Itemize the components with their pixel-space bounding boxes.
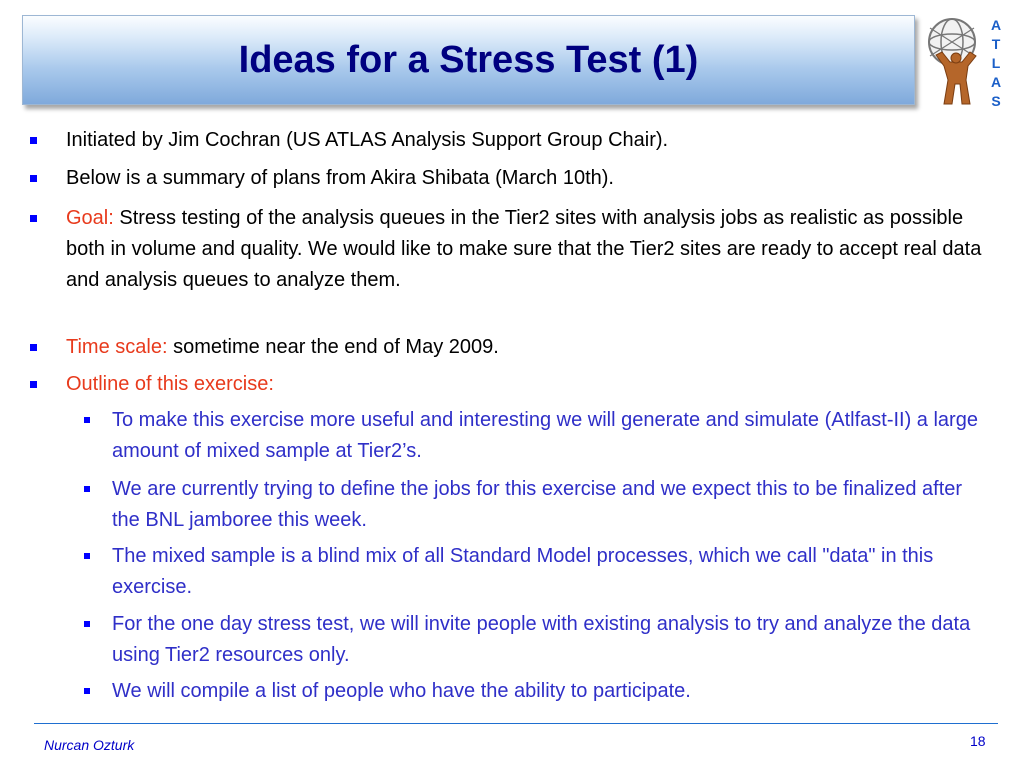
logo-letter-a2: A bbox=[990, 74, 1002, 90]
slide-title: Ideas for a Stress Test (1) bbox=[238, 38, 699, 81]
sub-bullet-square-icon bbox=[84, 417, 90, 423]
logo-letter-l: L bbox=[991, 55, 1001, 71]
sub-bullet-text: The mixed sample is a blind mix of all Standard Model processes, which we call "data" in this exercise. bbox=[112, 545, 934, 598]
bullet-summary bbox=[66, 163, 996, 194]
page-number: 18 bbox=[970, 733, 986, 749]
bullet-square-icon bbox=[30, 137, 37, 144]
sub-bullet bbox=[112, 541, 992, 603]
bullet-outline bbox=[66, 369, 996, 400]
title-banner bbox=[22, 15, 915, 105]
sub-bullet bbox=[112, 405, 992, 467]
atlas-figure-icon bbox=[929, 19, 976, 104]
goal-text: Stress testing of the analysis queues in the Tier2 sites with analysis jobs as realistic as possible both in volume and quality. We would like to make sure that the Tier2 sites are ready to accept real data and analysis queues to analyze them. bbox=[66, 207, 982, 291]
time-scale-text: sometime near the end of May 2009. bbox=[167, 336, 499, 358]
sub-bullet-square-icon bbox=[84, 688, 90, 694]
footer-divider bbox=[34, 723, 998, 724]
outline-label: Outline of this exercise: bbox=[66, 373, 274, 395]
sub-bullet-square-icon bbox=[84, 621, 90, 627]
sub-bullet bbox=[112, 474, 992, 536]
atlas-logo bbox=[922, 10, 1010, 110]
footer-author: Nurcan Ozturk bbox=[44, 737, 135, 753]
sub-bullet-text: To make this exercise more useful and interesting we will generate and simulate (Atlfast-II) a large amount of mixed sample at Tier2’s. bbox=[112, 409, 978, 462]
bullet-square-icon bbox=[30, 175, 37, 182]
bullet-square-icon bbox=[30, 381, 37, 388]
logo-letter-s: S bbox=[991, 93, 1001, 109]
sub-bullet bbox=[112, 609, 992, 671]
bullet-initiated bbox=[66, 125, 996, 156]
sub-bullet bbox=[112, 676, 992, 707]
logo-letter-a1: A bbox=[990, 17, 1002, 33]
sub-bullet-square-icon bbox=[84, 486, 90, 492]
bullet-text: Below is a summary of plans from Akira Shibata (March 10th). bbox=[66, 167, 614, 189]
time-scale-label: Time scale: bbox=[66, 336, 168, 358]
sub-bullet-text: For the one day stress test, we will invite people with existing analysis to try and analyze the data using Tier2 resources only. bbox=[112, 613, 971, 666]
sub-bullet-text: We are currently trying to define the jobs for this exercise and we expect this to be finalized after the BNL jamboree this week. bbox=[112, 478, 963, 531]
bullet-time-scale bbox=[66, 332, 996, 363]
bullet-text: Initiated by Jim Cochran (US ATLAS Analysis Support Group Chair). bbox=[66, 129, 669, 151]
logo-letter-t: T bbox=[991, 36, 1001, 52]
sub-bullet-text: We will compile a list of people who have the ability to participate. bbox=[112, 680, 691, 702]
sub-bullet-square-icon bbox=[84, 553, 90, 559]
bullet-square-icon bbox=[30, 215, 37, 222]
bullet-goal bbox=[66, 203, 996, 296]
goal-label: Goal: bbox=[66, 207, 114, 229]
bullet-square-icon bbox=[30, 344, 37, 351]
